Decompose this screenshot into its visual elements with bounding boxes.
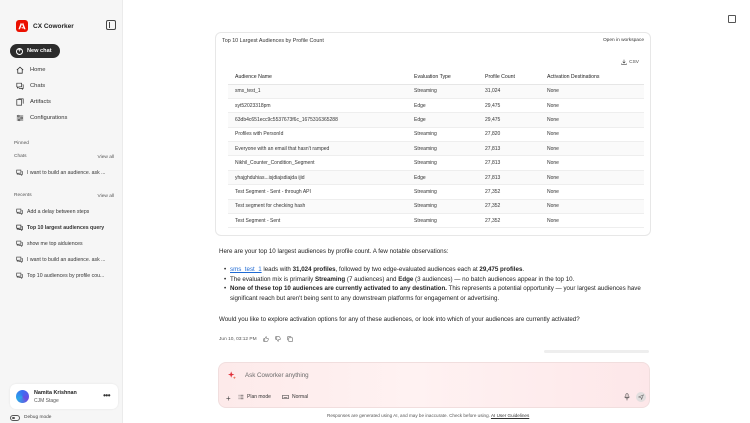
cell-profile-count: 27,813 [478,142,540,156]
text-bold: None of these top 10 audiences are currently activated to any destination. [230,285,447,293]
pinned-label: Pinned [14,141,29,146]
table-header-row [228,71,644,84]
cell-activation-destinations: None [540,98,644,112]
table-row [228,84,644,98]
cell-evaluation-type: Edge [407,98,478,112]
ai-guidelines-link[interactable]: AI User Guidelines [490,413,530,418]
cell-activation-destinations: None [540,170,644,184]
chat-icon [16,169,23,176]
app-name: CX Coworker [33,22,74,30]
table-row [228,170,644,184]
cell-evaluation-type: Streaming [407,142,478,156]
recent-item[interactable] [16,272,116,279]
csv-label: CSV [629,59,639,65]
adobe-logo-icon [16,20,28,32]
sidebar-item-label: Home [30,67,46,73]
plan-list-icon [238,394,244,400]
cell-evaluation-type: Streaming [407,199,478,213]
cell-evaluation-type: Streaming [407,185,478,199]
recent-item-label: Add a delay between steps [27,208,90,215]
send-arrow-icon [638,394,644,400]
table-row [228,199,644,213]
normal-mode-button[interactable] [282,394,308,400]
audiences-table [228,71,644,228]
cell-evaluation-type: Streaming [407,156,478,170]
column-header[interactable]: Profile Count [478,71,540,84]
cell-profile-count: 29,475 [478,98,540,112]
observation-item [224,284,654,303]
sidebar-item-home[interactable] [16,66,45,74]
chat-icon [16,256,23,263]
keyboard-icon [282,394,289,400]
message-input[interactable]: Ask Coworker anything [245,372,309,379]
column-header[interactable]: Evaluation Type [407,71,478,84]
text-bold: 31,024 profiles [292,266,336,273]
thumbs-down-icon[interactable] [275,336,281,342]
text: (3 audiences) — no batch audiences appear in the top 10. [413,275,575,283]
sidebar-item-label: Chats [30,83,46,89]
configurations-icon [16,114,24,122]
sidebar-item-configurations[interactable] [16,114,67,122]
chat-icon [16,272,23,279]
csv-download-button[interactable] [621,59,639,65]
chat-list-item[interactable] [16,169,116,176]
thumbs-up-icon[interactable] [263,336,269,342]
recent-item[interactable] [16,208,116,215]
message-meta [219,336,293,342]
response-intro: Here are your top 10 largest audiences by profile count. A few notable observations: [219,248,449,255]
recent-item-label: show me top aiduiences [27,240,83,247]
recents-section-label: Recents [14,193,32,198]
sidebar-item-label: Artifacts [30,99,51,105]
user-profile-card[interactable] [10,384,118,409]
cell-evaluation-type: Streaming [407,127,478,141]
cell-profile-count: 27,813 [478,170,540,184]
observation-item [224,275,654,285]
microphone-icon[interactable] [624,393,630,401]
cell-activation-destinations: None [540,214,644,228]
table-row [228,185,644,199]
recent-item[interactable] [16,256,116,263]
column-header[interactable]: Activation Destinations [540,71,644,84]
observations-list [224,265,654,303]
cell-profile-count: 31,024 [478,84,540,98]
user-org: CJM Stage [34,398,59,404]
text: , followed by two edge-evaluated audiences each at [335,266,480,273]
new-chat-button[interactable] [10,44,60,58]
cell-audience-name: syt52023318pm [228,98,407,112]
chats-icon [16,82,24,90]
plus-icon: + [17,48,22,54]
sidebar [0,0,123,423]
toggle-switch-icon [10,415,20,421]
cell-activation-destinations: None [540,199,644,213]
debug-mode-label: Debug mode [24,415,52,421]
recents-view-all-link[interactable]: View all [97,194,114,199]
plan-mode-label: Plan mode [247,394,271,400]
table-row [228,214,644,228]
copy-icon[interactable] [287,336,293,342]
cell-activation-destinations: None [540,142,644,156]
card-title: Top 10 Largest Audiences by Profile Count [222,38,324,44]
chat-icon [16,224,23,231]
sidebar-item-label: Configurations [30,115,68,121]
cell-audience-name: Profiles with PersonId [228,127,407,141]
cell-audience-name: yhajghduhias...isjdiajsdiajda ijid [228,170,407,184]
recent-item-label: Top 10 largest audiences query [27,224,105,231]
cell-activation-destinations: None [540,127,644,141]
cell-audience-name: Test segment for checking hash [228,199,407,213]
recent-item-label: I want to build an audience. ask ... [27,256,106,263]
table-row [228,156,644,170]
sidebar-item-chats[interactable] [16,82,45,90]
debug-mode-toggle[interactable] [10,415,51,421]
chat-icon [16,240,23,247]
send-button[interactable] [636,392,646,402]
cell-audience-name: Everyone with an email that hasn't ramped [228,142,407,156]
text-bold: Streaming [314,275,346,283]
chat-composer[interactable] [218,362,650,408]
more-options-icon[interactable]: ••• [103,391,110,400]
table-row [228,98,644,112]
chat-icon [16,208,23,215]
cell-evaluation-type: Edge [407,113,478,127]
normal-mode-label: Normal [292,394,309,400]
home-icon [16,66,24,74]
chats-section-label: Chats [14,154,27,159]
text-bold: 29,475 profiles [479,266,523,273]
cell-audience-name: sms_test_1 [228,84,407,98]
sparkle-icon [228,371,236,379]
cell-profile-count: 27,352 [478,199,540,213]
table-row [228,142,644,156]
download-icon [621,59,627,65]
cell-audience-name: Test Segment - Sent [228,214,407,228]
recent-item[interactable] [16,240,116,247]
cell-profile-count: 27,352 [478,214,540,228]
text: . [522,266,525,273]
collapse-sidebar-icon[interactable] [106,20,116,30]
sidebar-item-artifacts[interactable] [16,98,51,106]
timestamp: Jun 10, 03:12 PM [219,336,257,342]
brand[interactable] [16,20,74,32]
recent-item-active[interactable] [16,224,116,231]
open-in-workspace-link[interactable]: Open in workspace [602,38,644,43]
artifacts-icon [16,98,24,106]
cell-activation-destinations: None [540,156,644,170]
text: (7 audiences) and [345,275,399,283]
cell-activation-destinations: None [540,185,644,199]
new-chat-label: New chat [27,48,52,54]
table-row [228,113,644,127]
audience-link[interactable]: sms_test_1 [230,266,262,273]
cell-evaluation-type: Edge [407,170,478,184]
cell-profile-count: 27,352 [478,185,540,199]
audiences-table-card [215,32,651,236]
disclaimer-text: Responses are generated using AI, and may be inaccurate. Check before using. [327,413,491,418]
cell-activation-destinations: None [540,113,644,127]
cell-audience-name: Test Segment - Sent - through API [228,185,407,199]
cell-profile-count: 27,820 [478,127,540,141]
response-question: Would you like to explore activation options for any of these audiences, or look into which of your audiences are currently activated? [219,316,580,323]
text: The evaluation mix is primarily [230,275,315,283]
open-panel-icon[interactable] [728,15,736,23]
chats-view-all-link[interactable]: View all [97,155,114,160]
cell-evaluation-type: Streaming [407,84,478,98]
plan-mode-button[interactable] [238,394,271,400]
scroll-fade-divider [544,350,649,353]
user-name: Namita Krishnan [34,390,77,396]
cell-profile-count: 27,813 [478,156,540,170]
text-bold: Edge [398,275,414,283]
cell-audience-name: 63db4c651ecc9c5537673f6c_1675316365288 [228,113,407,127]
cell-evaluation-type: Streaming [407,214,478,228]
text: This represents a potential opportunity — your largest audiences have significant reach but aren't being sent to any downstream platforms for engagement or advertising. [230,285,641,302]
observation-item [224,265,654,275]
attach-plus-icon[interactable]: + [226,394,231,403]
column-header[interactable]: Audience Name [228,71,407,84]
recent-item-label: Top 10 audiences by profile cou... [27,272,105,279]
table-row [228,127,644,141]
ai-disclaimer [327,413,529,418]
cell-audience-name: Nikhil_Counter_Condition_Segment [228,156,407,170]
cell-profile-count: 29,475 [478,113,540,127]
avatar [16,390,29,403]
cell-activation-destinations: None [540,84,644,98]
chat-list-item-label: I want to build an audience. ask ... [27,169,106,176]
text: leads with [261,266,293,273]
